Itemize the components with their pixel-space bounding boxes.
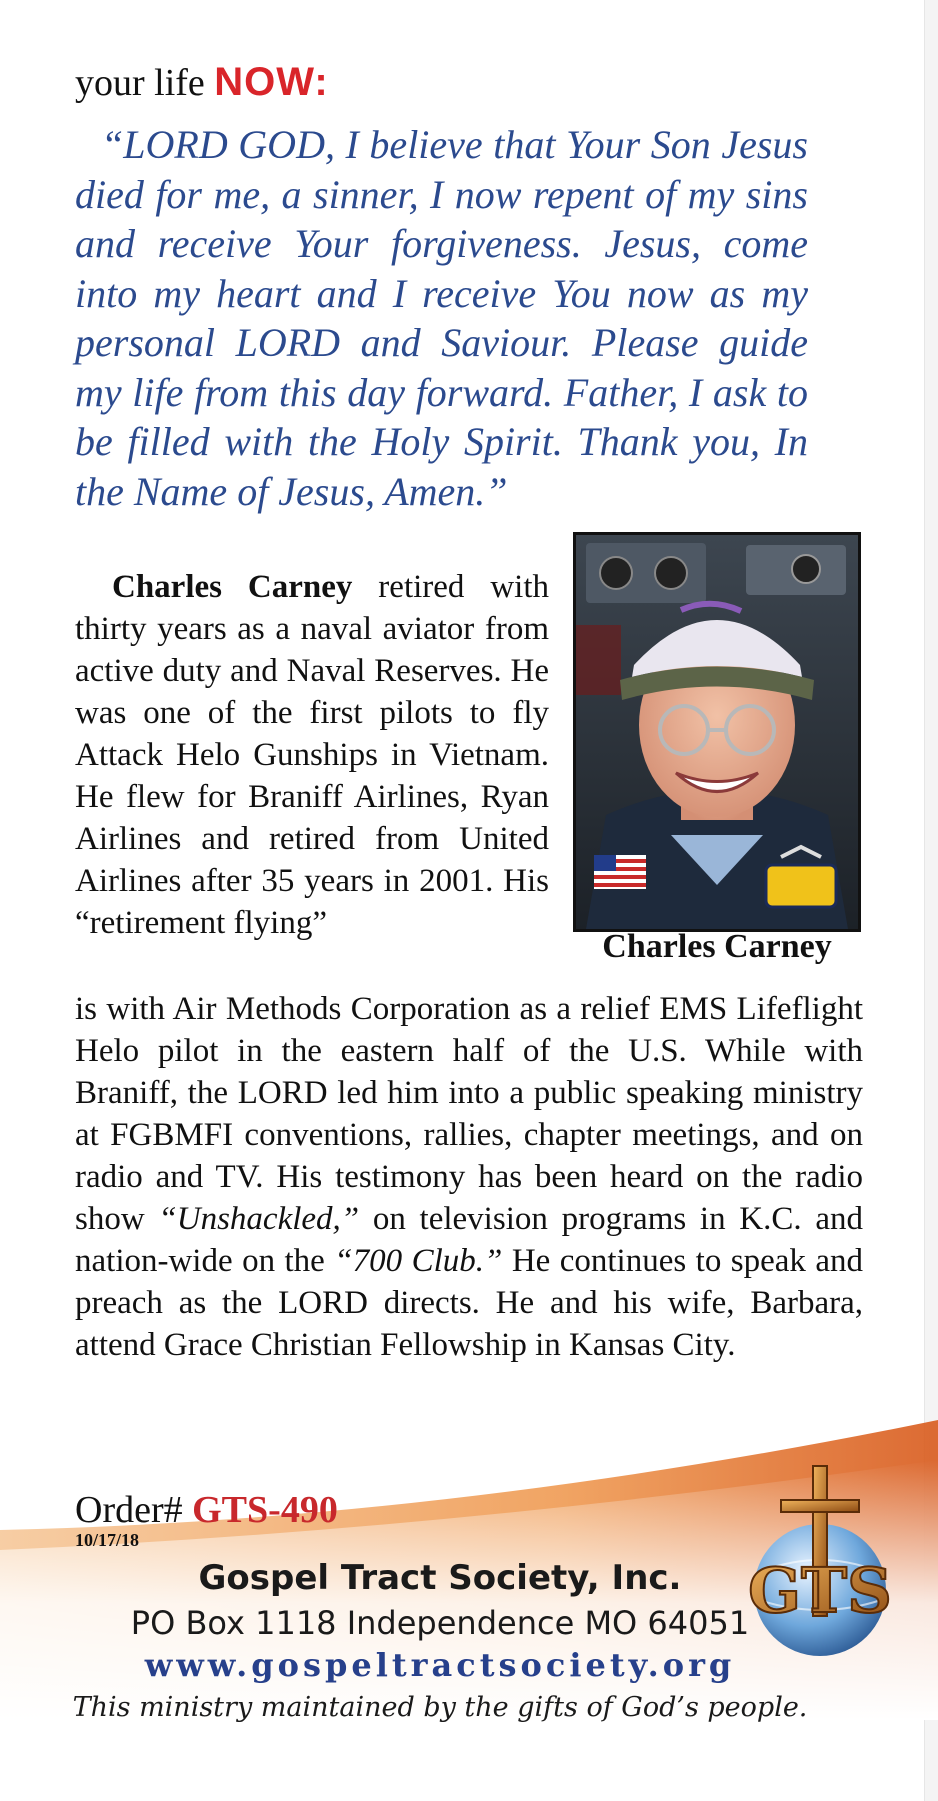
bio-name: Charles Carney — [112, 569, 353, 605]
bio-text-2: is with Air Methods Corporation as a relief EMS Lifeflight Helo pilot in the eastern half of the U.S. While with Braniff, the L — [75, 991, 863, 1111]
mailing-address: PO Box 1118 Independence MO 64051 — [130, 1604, 750, 1642]
prayer-text-2: GOD, I believe that Your Son Jesus died for me, a sinner, I now repent of my sins and receive Your forgiveness. Jesus, come into my heart and I receive You now as my personal L — [75, 122, 808, 365]
ministry-tagline: This ministry maintained by the gifts of God’s people. — [72, 1692, 808, 1723]
order-number — [75, 1488, 338, 1532]
prayer-text-1: “L — [101, 122, 146, 167]
website-link[interactable]: www.gospeltractsociety.org — [144, 1646, 736, 1684]
bio-text-1: retired with thirty years as a naval aviator from active duty and Naval Reserves. He was one of the first pilots to fly Attack Helo Gunships in Vietnam. He flew for Braniff Airlines, Ryan Airlines and retired from United Airlines after 35 years in 2001. His “retirement flying” — [75, 569, 550, 941]
bio-italic-b: “700 Club.” — [334, 1243, 503, 1279]
bio-text-5: He continues to speak and preach as the L — [75, 1243, 864, 1321]
salvation-prayer — [75, 120, 808, 516]
biography-column — [75, 566, 549, 944]
gts-logo-icon — [745, 1460, 895, 1660]
section-heading — [75, 60, 329, 105]
photo-caption: Charles Carney — [602, 928, 832, 965]
order-label: Order# — [75, 1489, 183, 1531]
heading-emphasis: NOW: — [214, 60, 329, 104]
portrait-illustration — [576, 535, 858, 929]
print-date: 10/17/18 — [75, 1530, 140, 1550]
bio-italic-a: “Unshackled,” — [158, 1201, 360, 1237]
biography-continued — [75, 988, 863, 1366]
heading-lead: your life — [75, 62, 205, 104]
prayer-smallcaps-1: ORD — [145, 122, 228, 167]
order-code: GTS-490 — [192, 1489, 338, 1531]
bio-smallcaps-b: ORD — [298, 1285, 368, 1321]
prayer-text-3: and Saviour. Please guide my life from this day forward. Father, I ask to be filled with the Holy Spirit. Thank you, In the Name of Jesus, Amen.” — [75, 320, 808, 514]
logo-letters: GTS — [748, 1554, 892, 1627]
bio-text-3: led him into a public speaking ministry at FGBMFI conventions, rallies, chapter meetings, and on radio and TV. His testimony has been heard on the radio show — [75, 1075, 863, 1237]
organization-name: Gospel Tract Society, Inc. — [198, 1558, 682, 1598]
bio-smallcaps-a: ORD — [257, 1075, 328, 1111]
portrait-photo — [573, 532, 861, 932]
prayer-smallcaps-2: ORD — [257, 320, 341, 365]
bio-text-6: directs. He and his wife, Barbara, attend Grace Christian Fellowship in Kansas City. — [75, 1285, 863, 1363]
bio-text-4: on television programs in K.C. and nation-wide on the — [75, 1201, 863, 1279]
